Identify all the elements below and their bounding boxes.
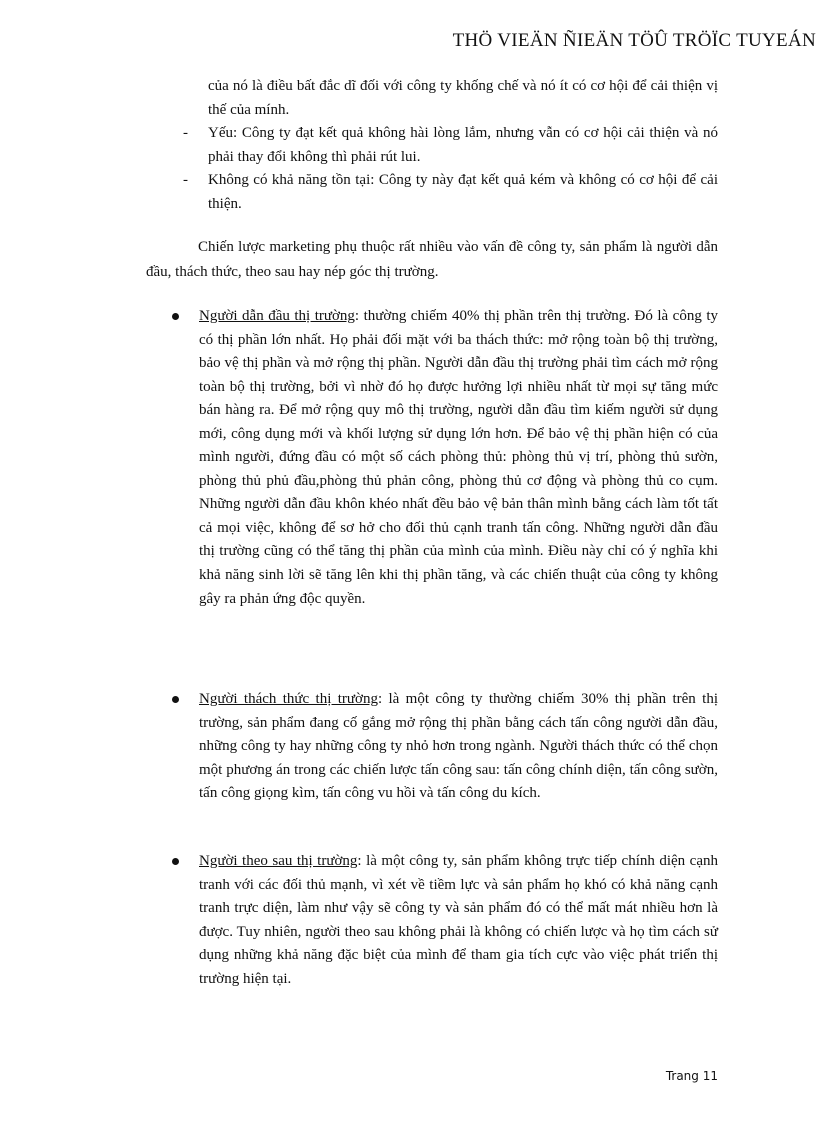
bullet-text bbox=[166, 305, 718, 611]
dash-marker: - bbox=[183, 172, 188, 188]
dash-marker: - bbox=[183, 125, 188, 141]
bullet-dot-icon bbox=[172, 858, 179, 865]
bullet-text bbox=[166, 688, 718, 806]
list-item-text: Không có khả năng tồn tại: Công ty này đạt kết quả kém và không có cơ hội để cải thiện. bbox=[208, 172, 718, 212]
bullet-body: : là một công ty, sản phẩm không trực tiếp chính diện cạnh tranh với các đối thủ mạnh, vì xét về tiềm lực và sản phẩm họ khó có khả năng cạnh tranh trực diện, làm như vậy sẽ công ty và sản phẩm đó có thể mất mát nhiều hơn là được. Tuy nhiên, người theo sau không phải là không có chiến lược và họ tìm cách sử dụng những khả năng đặc biệt của mình để tham gia tích cực vào việc phát triển thị trường hiện tại. bbox=[199, 853, 718, 987]
bullet-follower bbox=[166, 850, 718, 991]
dash-list bbox=[176, 75, 718, 216]
list-item-text: Yếu: Công ty đạt kết quả không hài lòng lắm, nhưng vẫn có cơ hội cải thiện và nó phải thay đổi không thì phải rút lui. bbox=[208, 125, 718, 165]
continued-paragraph: của nó là điều bất đắc dĩ đối với công ty khống chế và nó ít có cơ hội để cải thiện vị thế của mính. bbox=[208, 78, 718, 118]
bullet-body: : là một công ty thường chiếm 30% thị phần trên thị trường, sản phẩm đang cố gắng mở rộng thị phần bằng cách tấn công người dẫn đầu, những công ty hay những công ty nhỏ hơn trong ngành. Người thách thức có thể chọn một phương án trong các chiến lược tấn công sau: tấn công chính diện, tấn công sườn, tấn công giọng kìm, tấn công vu hồi và tấn công du kích. bbox=[199, 691, 718, 802]
bullet-dot-icon bbox=[172, 313, 179, 320]
bullet-text bbox=[166, 850, 718, 991]
bullet-term: Người thách thức thị trường bbox=[199, 691, 378, 707]
bullet-body: : thường chiếm 40% thị phần trên thị trường. Đó là công ty có thị phần lớn nhất. Họ phải đối mặt với ba thách thức: mở rộng toàn bộ thị trường, bảo vệ thị phần và mở rộng thị phần. Người dẫn đầu thị trường phải tìm cách mở rộng toàn bộ thị trường, bởi vì nhờ đó họ được hưởng lợi nhiều nhất từ mọi sự tăng mức bán hàng ra. Để mở rộng quy mô thị trường, người dẫn đầu tìm kiếm người sử dụng mới, công dụng mới và khối lượng sử dụng lớn hơn. Để bảo vệ thị phần hiện có của mình người, đứng đầu có một số cách phòng thủ: phòng thủ vị trí, phòng thủ sườn, phòng thủ phủ đầu,phòng thủ phản công, phòng thủ cơ động và phòng thủ co cụm. Những người dẫn đầu khôn khéo nhất đều bảo vệ bản thân mình bằng cách làm tốt tất cả mọi việc, không để sơ hở cho đối thủ cạnh tranh tấn công. Những người dẫn đầu thị trường cũng có thể tăng thị phần của mình của mình. Điều này chỉ có ý nghĩa khi khả năng sinh lời sẽ tăng lên khi thị phần tăng, và các chiến thuật của công ty không gây ra phản ứng độc quyền. bbox=[199, 308, 718, 607]
bullet-dot-icon bbox=[172, 696, 179, 703]
bullet-leader bbox=[166, 305, 718, 611]
page-number: Trang 11 bbox=[665, 1069, 718, 1083]
intro-paragraph: Chiến lược marketing phụ thuộc rất nhiều vào vấn đề công ty, sản phẩm là người dẫn đầu, thách thức, theo sau hay nép góc thị trường. bbox=[146, 239, 718, 280]
bullet-term: Người theo sau thị trường bbox=[199, 853, 358, 869]
page-header: THÖ VIEÄN ÑIEÄN TÖÛ TRÖÏC TUYEÁN bbox=[452, 30, 816, 51]
list-item bbox=[176, 122, 718, 169]
bullet-challenger bbox=[166, 688, 718, 806]
bullet-term: Người dẫn đầu thị trường bbox=[199, 308, 355, 324]
list-item bbox=[176, 169, 718, 216]
